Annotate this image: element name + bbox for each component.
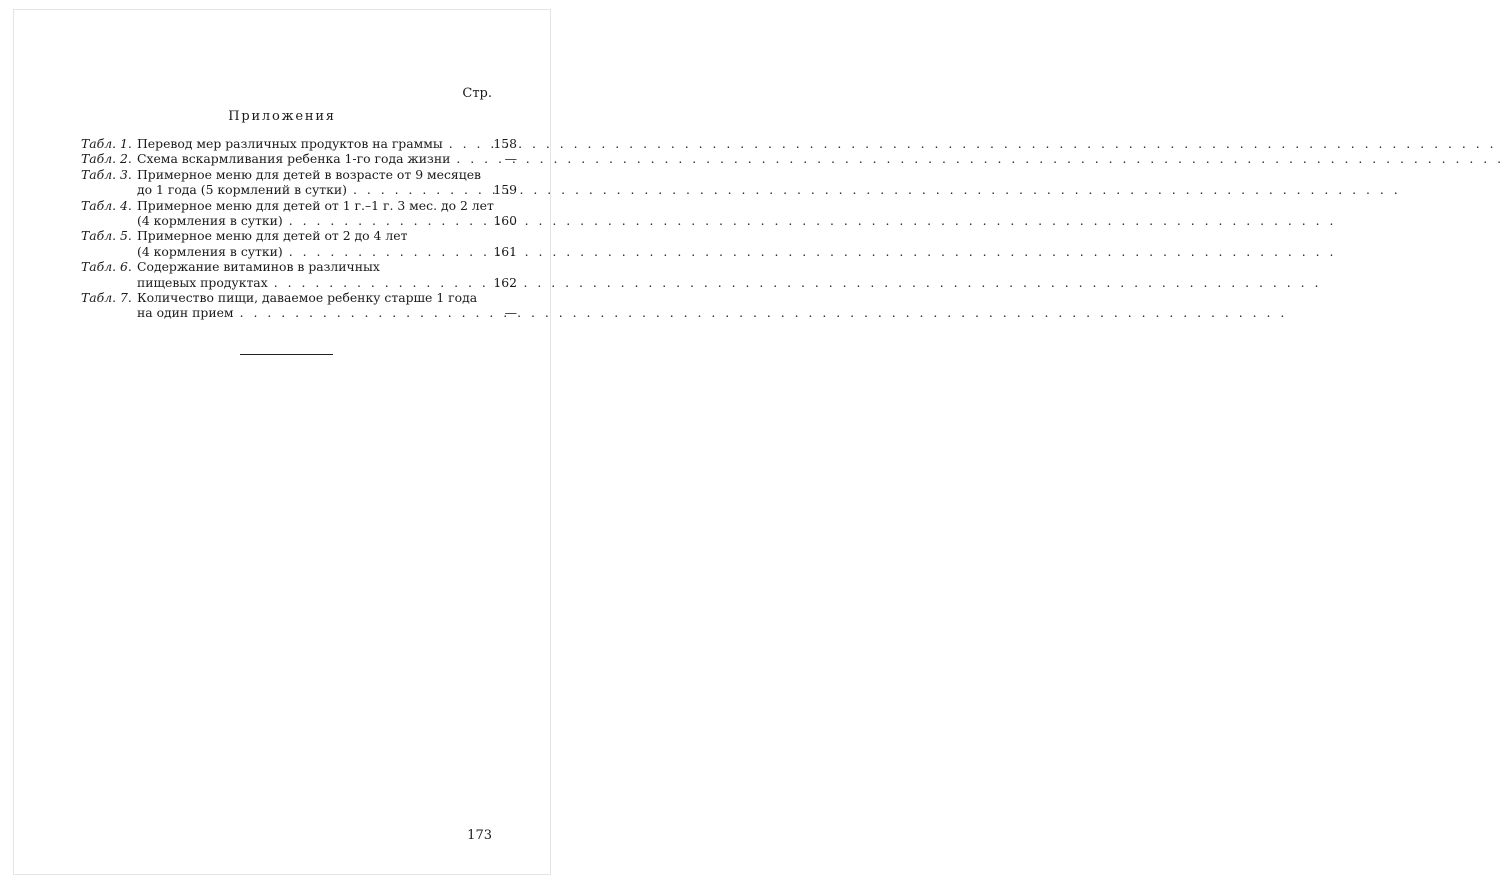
toc-entry-line — [137, 290, 517, 305]
toc-entry-line — [137, 151, 517, 166]
toc-entry — [81, 198, 517, 229]
toc-entry-content — [137, 198, 517, 229]
book-page — [13, 9, 551, 875]
section-title: Приложения — [228, 109, 336, 124]
page-column-label: Стр. — [462, 86, 492, 101]
toc-entry-content — [137, 290, 517, 321]
toc-entry-text: Примерное меню для детей в возрасте от 9 месяцев — [137, 166, 482, 182]
toc-entry-text: до 1 года (5 кормлений в сутки) — [137, 182, 347, 198]
toc-entry-line — [137, 228, 517, 243]
toc-entry-label: Табл. 5. — [81, 228, 132, 244]
toc-entry-label: Табл. 4. — [81, 197, 132, 213]
toc-entry-text: Примерное меню для детей от 2 до 4 лет — [137, 228, 408, 244]
toc-entry-text: Примерное меню для детей от 1 г.–1 г. 3 мес. до 2 лет — [137, 197, 494, 213]
toc-entry-text: Схема вскармливания ребенка 1-го года жизни — [137, 151, 451, 167]
dot-leader — [289, 213, 490, 228]
toc-entry-text: (4 кормления в сутки) — [137, 213, 283, 229]
toc-entry-text: Количество пищи, даваемое ребенку старше 1 года — [137, 290, 478, 306]
toc-entry-line — [137, 136, 517, 151]
toc-entry — [81, 151, 517, 166]
section-divider — [240, 354, 333, 355]
toc-entry-text: Содержание витаминов в различных — [137, 259, 380, 275]
toc-entry-text: (4 кормления в сутки) — [137, 243, 283, 259]
dot-leader — [240, 305, 493, 320]
toc-entry-page: 160 — [493, 213, 517, 229]
toc-entry-content — [137, 151, 517, 166]
toc-entry-line — [137, 182, 517, 197]
dot-leader — [456, 151, 493, 166]
table-of-contents — [81, 136, 517, 321]
toc-entry-label: Табл. 6. — [81, 259, 132, 275]
toc-entry-page: 159 — [493, 182, 517, 198]
toc-entry-line — [137, 167, 517, 182]
toc-entry-page: 162 — [493, 274, 517, 290]
toc-entry-line — [137, 259, 517, 274]
toc-entry-content — [137, 136, 517, 151]
toc-entry — [81, 228, 517, 259]
toc-entry-text: пищевых продуктах — [137, 274, 268, 290]
toc-entry-line — [137, 244, 517, 259]
toc-entry-line — [137, 275, 517, 290]
toc-entry-label: Табл. 3. — [81, 166, 132, 182]
toc-entry-line — [137, 198, 517, 213]
dot-leader — [274, 275, 490, 290]
toc-entry-page: — — [504, 305, 517, 321]
toc-entry-text: Перевод мер различных продуктов на граммы — [137, 136, 443, 151]
dot-leader — [289, 244, 490, 259]
toc-entry-text: на один прием — [137, 305, 234, 321]
toc-entry-page: 158 — [493, 136, 517, 151]
dot-leader — [449, 136, 490, 151]
toc-entry-page: — — [504, 151, 517, 167]
toc-entry — [81, 259, 517, 290]
toc-entry-content — [137, 228, 517, 259]
toc-entry-line — [137, 213, 517, 228]
toc-entry-label: Табл. 2. — [81, 151, 132, 167]
toc-entry-line — [137, 305, 517, 320]
toc-entry — [81, 290, 517, 321]
toc-entry-content — [137, 167, 517, 198]
toc-entry — [81, 136, 517, 151]
toc-entry-content — [137, 259, 517, 290]
toc-entry-page: 161 — [493, 243, 517, 259]
toc-entry-label: Табл. 1. — [81, 136, 132, 151]
toc-entry-label: Табл. 7. — [81, 290, 132, 306]
dot-leader — [353, 182, 489, 197]
toc-entry — [81, 167, 517, 198]
page-number: 173 — [467, 828, 492, 843]
